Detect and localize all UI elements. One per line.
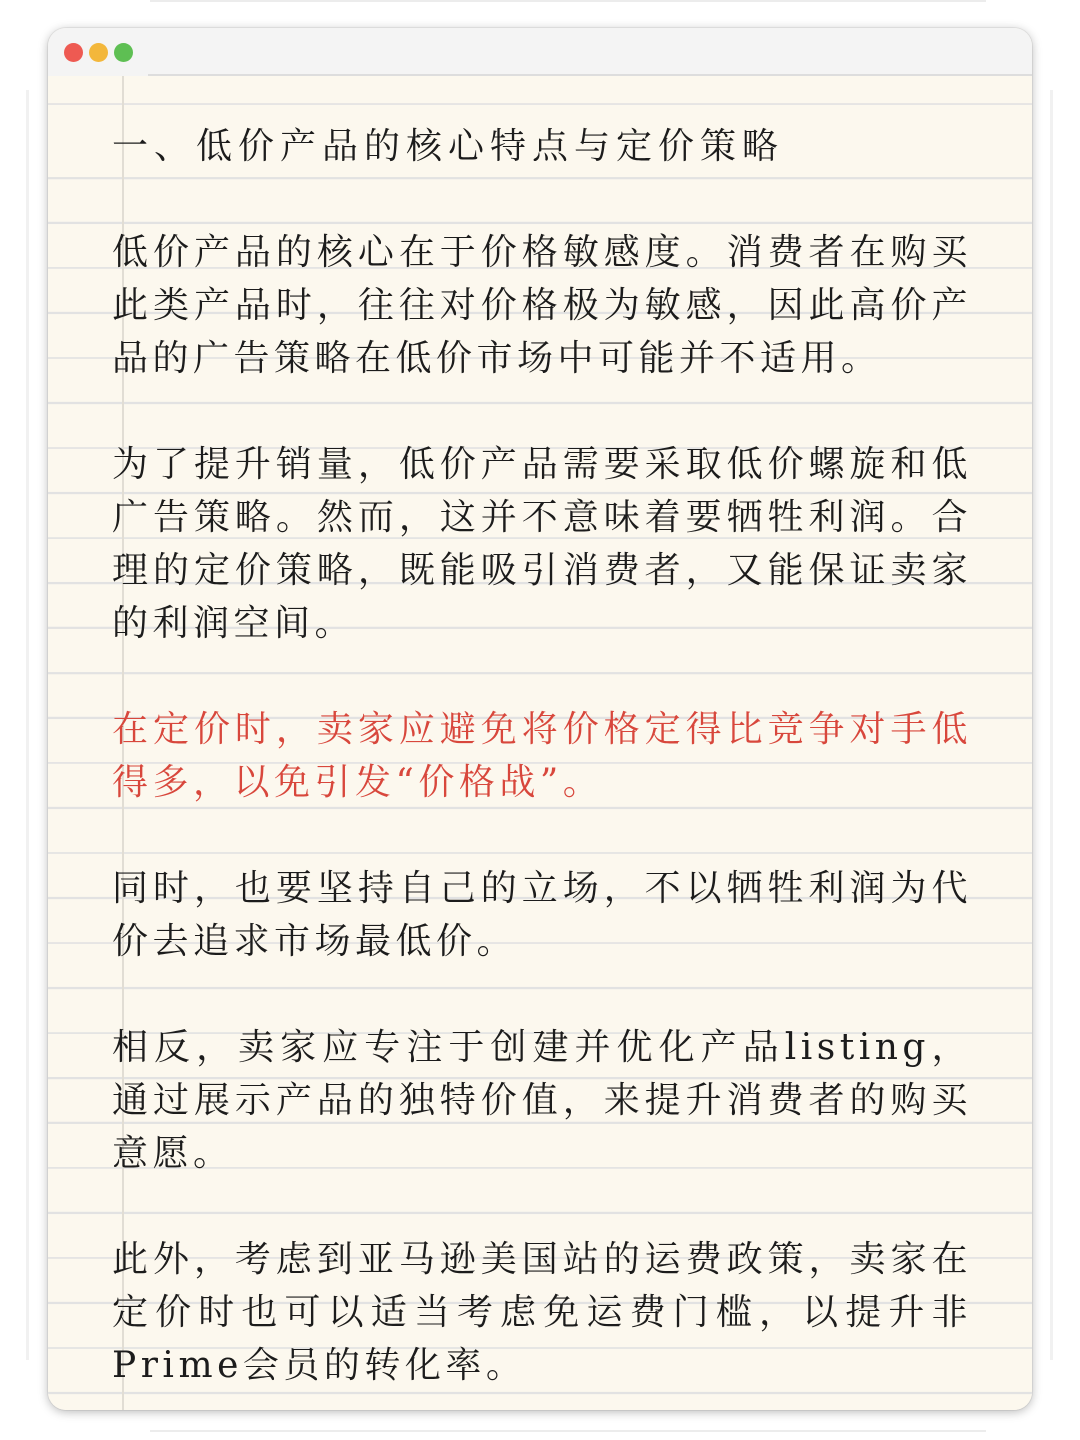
close-window-button[interactable] <box>64 43 83 62</box>
paragraph-pricing-strategy: 为了提升销量，低价产品需要采取低价螺旋和低广告策略。然而，这并不意味着要牺牲利润。合理的定价策略，既能吸引消费者，又能保证卖家的利润空间。 <box>112 444 972 644</box>
note-window <box>48 28 1032 1410</box>
stacked-page-edge <box>26 90 29 1360</box>
paragraph-hold-position: 同时，也要坚持自己的立场，不以牺牲利润为代价去追求市场最低价。 <box>112 868 972 962</box>
window-titlebar <box>48 28 1032 76</box>
stacked-page-edge <box>150 0 986 2</box>
document-body <box>112 120 972 1392</box>
paragraph-price-sensitivity: 低价产品的核心在于价格敏感度。消费者在购买此类产品时，往往对价格极为敏感，因此高价产品的广告策略在低价市场中可能并不适用。 <box>112 232 972 379</box>
maximize-window-button[interactable] <box>114 43 133 62</box>
stacked-page-edge <box>1050 90 1053 1360</box>
minimize-window-button[interactable] <box>89 43 108 62</box>
paragraph-optimize-listing: 相反，卖家应专注于创建并优化产品listing，通过展示产品的独特价值，来提升消费者的购买意愿。 <box>112 1027 972 1174</box>
stacked-page-edge <box>150 1430 986 1432</box>
paragraph-shipping-policy: 此外，考虑到亚马逊美国站的运费政策，卖家在定价时也可以适当考虑免运费门槛，以提升非Prime会员的转化率。 <box>112 1239 972 1386</box>
section-heading: 一、低价产品的核心特点与定价策略 <box>112 126 785 167</box>
paragraph-price-war-warning: 在定价时，卖家应避免将价格定得比竞争对手低得多，以免引发“价格战”。 <box>112 709 972 803</box>
